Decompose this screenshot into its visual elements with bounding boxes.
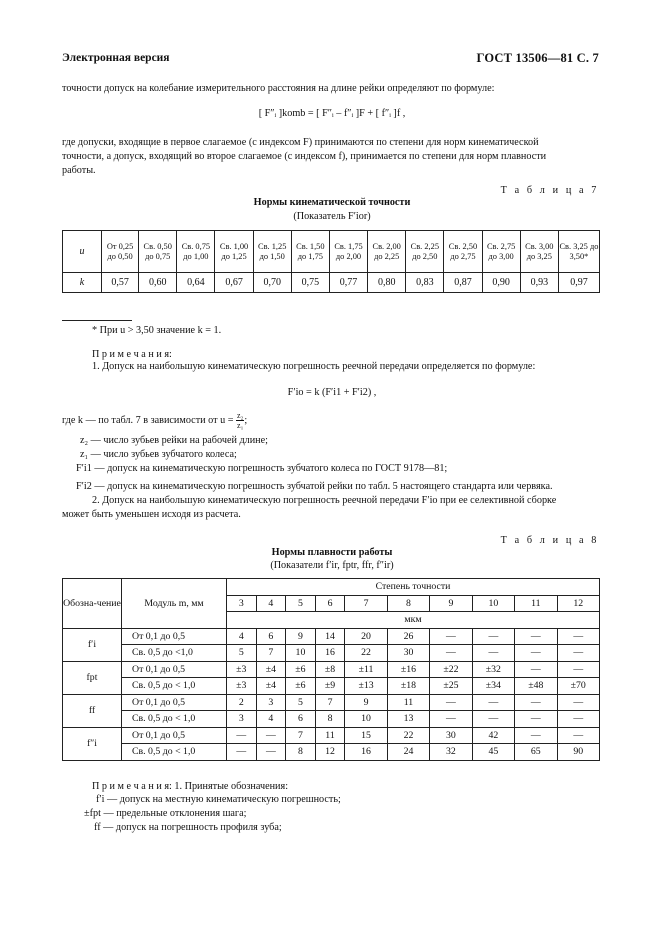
table8-value: 42	[472, 727, 514, 744]
table7-u-cell: Св. 2,75 до 3,00	[482, 231, 520, 273]
table7-u-cell: Св. 1,00 до 1,25	[215, 231, 253, 273]
table8-value: —	[557, 645, 600, 662]
table8-value: 26	[387, 628, 429, 645]
table8-head-degree: Степень точности	[227, 579, 600, 596]
table8-value: —	[515, 711, 557, 728]
table8-value: ±16	[387, 661, 429, 678]
table8-value: 32	[430, 744, 472, 761]
table8-value: ±3	[227, 661, 257, 678]
notes2-title: П р и м е ч а н и я: 1. Принятые обозначения:	[92, 781, 289, 792]
table8-module: От 0,1 до 0,5	[122, 628, 227, 645]
note-2	[62, 494, 602, 522]
table7-u-cell: Св. 1,50 до 1,75	[291, 231, 329, 273]
table8-value: 6	[286, 711, 316, 728]
table8-value: —	[515, 628, 557, 645]
table8-value: —	[557, 694, 600, 711]
table8-value: ±3	[227, 678, 257, 695]
table7-k-cell: 0,64	[177, 273, 215, 293]
para-line-1: где допуски, входящие в первое слагаемое (с индексом F) принимаются по степени для норм кинематической	[62, 137, 539, 148]
table8-row	[63, 661, 600, 678]
table8-module: Св. 0,5 до < 1,0	[122, 744, 227, 761]
table8-value: 10	[345, 711, 387, 728]
table7-subtitle: (Показатель F′ior)	[293, 211, 371, 222]
para-line-2: точности, а допуск, входящий во второе слагаемое (с индексом f), принимается по степени для норм плавности	[62, 151, 547, 163]
table8-value: —	[557, 727, 600, 744]
table8-label: Т а б л и ц а 8	[500, 535, 599, 546]
table8-value: ±9	[315, 678, 345, 695]
table7-label: Т а б л и ц а 7	[500, 185, 599, 196]
def-fi2: F′i2 — допуск на кинематическую погрешность зубчатой рейки по табл. 5 настоящего стандарта или червяка.	[76, 480, 553, 492]
def-z2: z₂ — число зубьев рейки на рабочей длине;	[80, 435, 268, 446]
table8-value: 11	[387, 694, 429, 711]
def-fi1: F′i1 — допуск на кинематическую погрешность зубчатого колеса по ГОСТ 9178—81;	[76, 463, 448, 475]
table8-value: 16	[315, 645, 345, 662]
table8-value: ±8	[315, 661, 345, 678]
table8-value: 20	[345, 628, 387, 645]
formula-1-text: [ F″ᵢ ]komb = [ F″ᵢ – f″ᵢ ]F + [ f″ᵢ ]f ,	[258, 108, 406, 119]
table8	[62, 578, 600, 761]
table8-value: ±13	[345, 678, 387, 695]
table8-value: —	[472, 645, 514, 662]
table8-value: 7	[286, 727, 316, 744]
table8-module: Св. 0,5 до < 1,0	[122, 711, 227, 728]
table8-value: —	[472, 694, 514, 711]
table8-value: 3	[227, 711, 257, 728]
table8-value: 13	[387, 711, 429, 728]
table8-subtitle: (Показатели f′ir, fptr, ffr, f″ir)	[270, 560, 394, 571]
table8-value: —	[515, 694, 557, 711]
table8-head-designation: Обозна-чение	[63, 579, 122, 629]
where-text: где k — по табл. 7 в зависимости от u =	[62, 414, 234, 426]
table8-degree-3: 3	[227, 595, 257, 612]
table7-u-label: u	[63, 231, 102, 273]
def2-fi: f′i — допуск на местную кинематическую погрешность;	[96, 794, 341, 805]
header-right: ГОСТ 13506—81 С. 7	[476, 51, 599, 65]
table8-value: ±32	[472, 661, 514, 678]
table8-value: 5	[227, 645, 257, 662]
formula-2: F′io = k (F′i1 + F′i2) ,	[287, 387, 377, 398]
table7-k-cell: 0,75	[291, 273, 329, 293]
u-fraction: $\frac{\text{z₂}}{\text{z₁}}$	[237, 411, 244, 430]
table7-u-cell: От 0,25 до 0,50	[102, 231, 139, 273]
table7-k-cell: 0,60	[139, 273, 177, 293]
table7-k-label: k	[63, 273, 102, 293]
table8-value: ±6	[286, 678, 316, 695]
definitions	[76, 434, 610, 494]
def2-ff: ff — допуск на погрешность профиля зуба;	[94, 822, 282, 834]
table7-u-cell: Св. 2,00 до 2,25	[368, 231, 406, 273]
table8-value: 24	[387, 744, 429, 761]
table7-k-cell: 0,90	[482, 273, 520, 293]
table8-value: —	[430, 645, 472, 662]
footnote-divider	[62, 320, 132, 321]
table8-module: От 0,1 до 0,5	[122, 727, 227, 744]
table8-row	[63, 694, 600, 711]
table8-value: 6	[256, 628, 286, 645]
table8-value: 15	[345, 727, 387, 744]
table8-degree-4: 4	[256, 595, 286, 612]
table8-row	[63, 711, 600, 728]
table8-row	[63, 678, 600, 695]
table8-value: 30	[387, 645, 429, 662]
table7-k-cell: 0,83	[406, 273, 444, 293]
table8-value: ±4	[256, 678, 286, 695]
table8-value: —	[472, 711, 514, 728]
table8-head-module: Модуль m, мм	[122, 579, 227, 629]
table8-value: 22	[345, 645, 387, 662]
table8-value: 12	[315, 744, 345, 761]
table8-value: —	[430, 628, 472, 645]
table7-u-cell: Св. 2,50 до 2,75	[444, 231, 482, 273]
table8-symbol: f″i	[63, 727, 122, 760]
formula-1	[62, 107, 602, 121]
table8-value: 90	[557, 744, 600, 761]
table8-unit: мкм	[227, 612, 600, 629]
table8-module: Св. 0,5 до < 1,0	[122, 678, 227, 695]
table8-symbol: ff	[63, 694, 122, 727]
table8-value: ±48	[515, 678, 557, 695]
notes-title: П р и м е ч а н и я:	[92, 349, 172, 360]
table8-value: —	[227, 727, 257, 744]
table8-value: 2	[227, 694, 257, 711]
table7-k-cell: 0,70	[253, 273, 291, 293]
table8-value: 5	[286, 694, 316, 711]
table8-row	[63, 628, 600, 645]
table8-degree-11: 11	[515, 595, 557, 612]
table7-k-cell: 0,67	[215, 273, 253, 293]
note-2-line-1: 2. Допуск на наибольшую кинематическую погрешность реечной передачи F′io при ее селективной сборке	[92, 495, 557, 506]
table8-symbol: fpt	[63, 661, 122, 694]
table8-value: —	[557, 628, 600, 645]
table7-u-cell: Св. 0,75 до 1,00	[177, 231, 215, 273]
def2-fpt: ±fpt — предельные отклонения шага;	[84, 808, 247, 820]
table8-value: 14	[315, 628, 345, 645]
table8-value: 4	[227, 628, 257, 645]
table8-module: От 0,1 до 0,5	[122, 661, 227, 678]
para-line-3: работы.	[62, 165, 96, 177]
table8-value: —	[256, 744, 286, 761]
table7-k-cell: 0,97	[558, 273, 599, 293]
table8-value: 11	[315, 727, 345, 744]
para-after-formula	[62, 136, 602, 179]
table8-value: ±22	[430, 661, 472, 678]
table7-k-cell: 0,57	[102, 273, 139, 293]
table8-value: —	[515, 645, 557, 662]
table8-value: —	[256, 727, 286, 744]
def-z1: z₁ — число зубьев зубчатого колеса;	[80, 449, 237, 461]
definitions-2	[84, 793, 604, 836]
table8-value: ±6	[286, 661, 316, 678]
table8-degree-8: 8	[387, 595, 429, 612]
table7	[62, 230, 600, 293]
table7-u-cell: Св. 0,50 до 0,75	[139, 231, 177, 273]
table7-row-k	[63, 273, 600, 293]
table8-value: —	[227, 744, 257, 761]
header-left: Электронная версия	[62, 52, 170, 64]
table8-symbol: f′i	[63, 628, 122, 661]
table8-value: 3	[256, 694, 286, 711]
note-2-line-2: может быть уменьшен исходя из расчета.	[62, 509, 241, 521]
table8-value: —	[515, 661, 557, 678]
table7-u-cell: Св. 1,75 до 2,00	[329, 231, 367, 273]
table8-value: —	[557, 661, 600, 678]
table8-module: От 0,1 до 0,5	[122, 694, 227, 711]
table7-u-cell: Св. 2,25 до 2,50	[406, 231, 444, 273]
table8-value: —	[430, 694, 472, 711]
table8-degree-9: 9	[430, 595, 472, 612]
table8-value: 45	[472, 744, 514, 761]
table8-value: 7	[256, 645, 286, 662]
table8-value: ±25	[430, 678, 472, 695]
table8-value: 16	[345, 744, 387, 761]
table7-k-cell: 0,87	[444, 273, 482, 293]
table8-value: 7	[315, 694, 345, 711]
table8-value: ±34	[472, 678, 514, 695]
table7-k-cell: 0,77	[329, 273, 367, 293]
table8-value: 65	[515, 744, 557, 761]
table8-value: 9	[286, 628, 316, 645]
table8-value: 8	[286, 744, 316, 761]
table8-degree-5: 5	[286, 595, 316, 612]
table7-u-cell: Св. 3,25 до 3,50*	[558, 231, 599, 273]
table8-degree-10: 10	[472, 595, 514, 612]
footnote: * При u > 3,50 значение k = 1.	[92, 325, 222, 336]
table8-value: —	[557, 711, 600, 728]
table8-value: ±18	[387, 678, 429, 695]
table7-k-cell: 0,80	[368, 273, 406, 293]
table8-value: —	[430, 711, 472, 728]
table8-degree-7: 7	[345, 595, 387, 612]
intro-text: точности допуск на колебание измерительного расстояния на длине рейки определяют по формуле:	[62, 83, 495, 94]
table8-value: 9	[345, 694, 387, 711]
table7-row-u	[63, 231, 600, 273]
table8-value: —	[472, 628, 514, 645]
table8-module: Св. 0,5 до <1,0	[122, 645, 227, 662]
table8-value: ±70	[557, 678, 600, 695]
table7-u-cell: Св. 1,25 до 1,50	[253, 231, 291, 273]
table7-title: Нормы кинематической точности	[253, 197, 411, 208]
table8-row	[63, 744, 600, 761]
table8-title: Нормы плавности работы	[271, 547, 393, 558]
table8-value: 10	[286, 645, 316, 662]
table8-value: 30	[430, 727, 472, 744]
where-line: где k — по табл. 7 в зависимости от u = $\frac{\text{z₂}}{\text{z₁}}$ ;	[62, 411, 248, 430]
table8-value: 22	[387, 727, 429, 744]
table8-header-row	[63, 579, 600, 596]
table7-k-cell: 0,93	[520, 273, 558, 293]
table8-degree-6: 6	[315, 595, 345, 612]
table8-degree-12: 12	[557, 595, 600, 612]
table8-row	[63, 645, 600, 662]
table8-value: —	[515, 727, 557, 744]
table8-row	[63, 727, 600, 744]
table8-value: ±11	[345, 661, 387, 678]
note-1: 1. Допуск на наибольшую кинематическую погрешность реечной передачи определяется по формуле:	[92, 361, 536, 372]
table8-value: ±4	[256, 661, 286, 678]
table7-u-cell: Св. 3,00 до 3,25	[520, 231, 558, 273]
table8-value: 4	[256, 711, 286, 728]
table8-value: 8	[315, 711, 345, 728]
